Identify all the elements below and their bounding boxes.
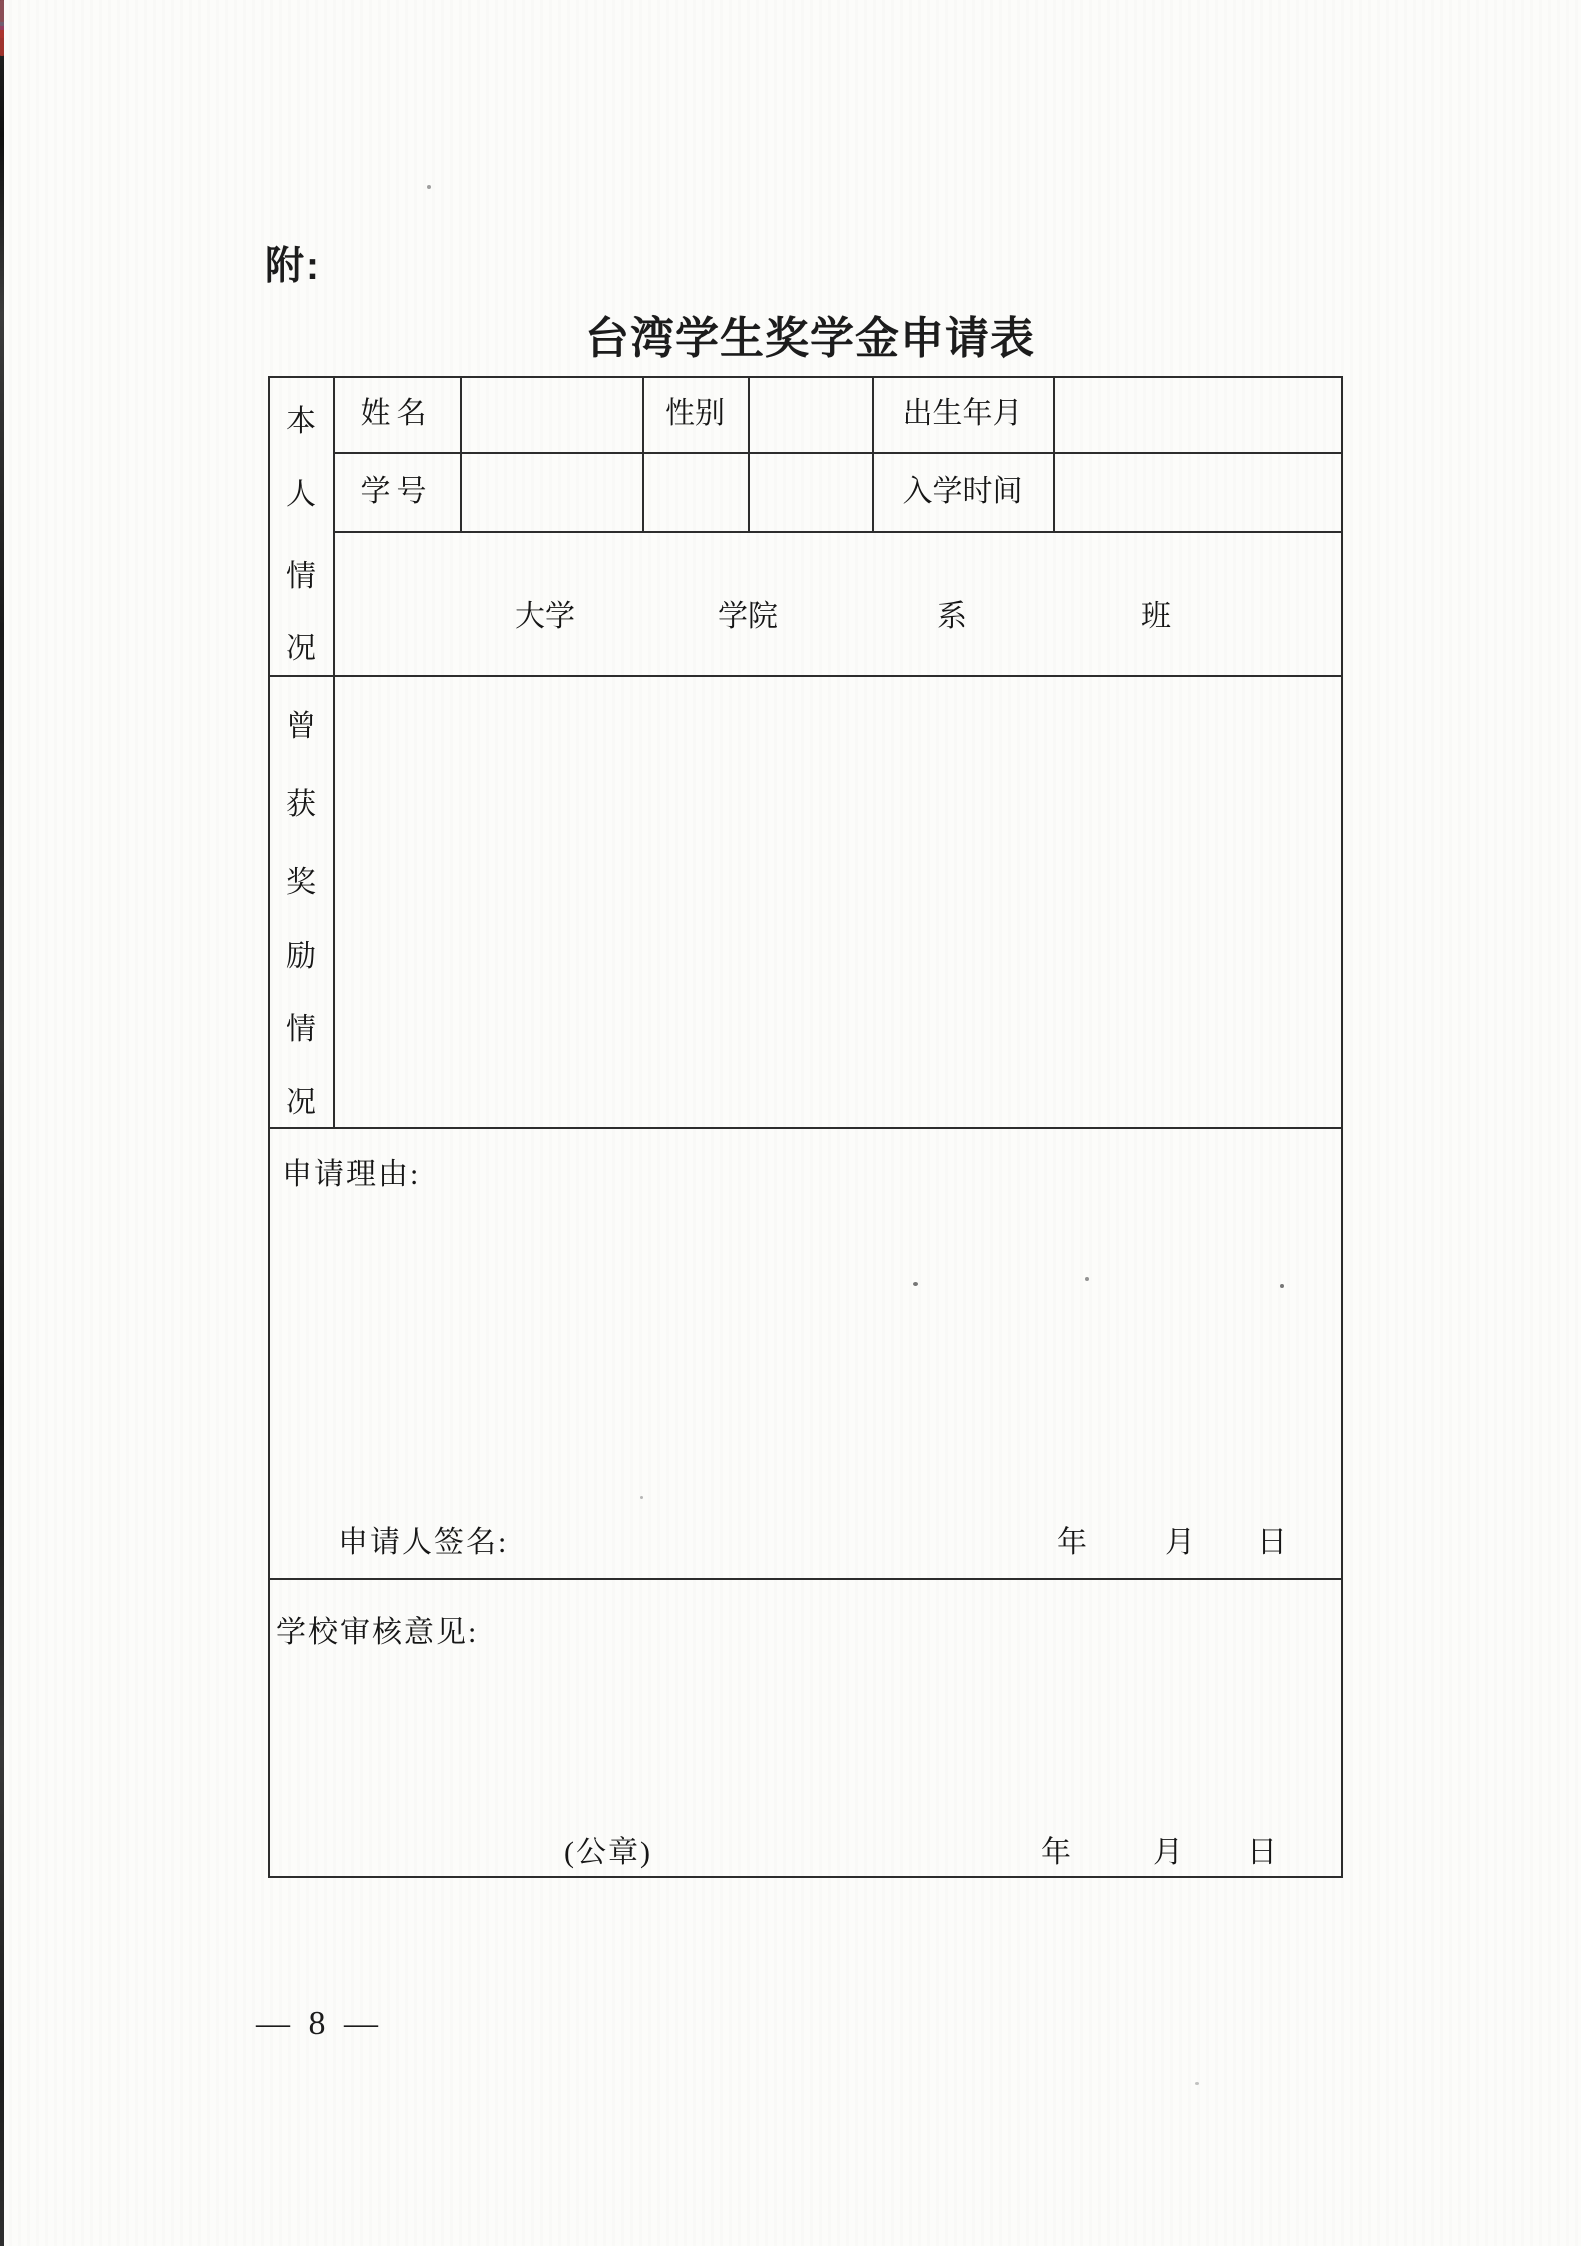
personal-info-header-char: 情 bbox=[286, 560, 316, 593]
applicant-signature-label: 申请人签名: bbox=[338, 1526, 509, 1559]
personal-info-header-char: 人 bbox=[286, 478, 316, 511]
school-review-label: 学校审核意见: bbox=[276, 1616, 479, 1649]
personal-info-header-char: 况 bbox=[286, 632, 316, 665]
table-grid-line bbox=[1341, 376, 1343, 1878]
awards-content-area[interactable] bbox=[335, 677, 1341, 1125]
awards-header-char: 奖 bbox=[286, 866, 316, 899]
birth-date-input-cell[interactable] bbox=[1055, 378, 1341, 452]
student-id-label: 学号 bbox=[360, 475, 433, 508]
university-label: 大学 bbox=[515, 600, 575, 633]
page-number: — 8 — bbox=[256, 2005, 383, 2042]
scan-speck bbox=[1195, 2082, 1199, 2085]
reason-label: 申请理由: bbox=[282, 1158, 421, 1191]
empty-cell[interactable] bbox=[644, 454, 748, 531]
department-label: 系 bbox=[937, 600, 967, 633]
gender-label: 性别 bbox=[665, 397, 725, 430]
awards-header-char: 励 bbox=[286, 940, 316, 973]
awards-header-char: 曾 bbox=[286, 710, 316, 743]
official-seal-label: (公章) bbox=[564, 1836, 652, 1869]
scan-edge-red-mark bbox=[0, 0, 4, 22]
awards-header-char: 情 bbox=[286, 1013, 316, 1046]
awards-header-char: 况 bbox=[286, 1086, 316, 1119]
awards-header-char: 获 bbox=[286, 788, 316, 821]
birth-date-label: 出生年月 bbox=[902, 397, 1023, 430]
scan-edge-artifact bbox=[0, 0, 4, 2246]
signature-day-label: 日 bbox=[1257, 1526, 1287, 1559]
name-label: 姓名 bbox=[360, 397, 433, 430]
signature-year-label: 年 bbox=[1057, 1526, 1087, 1559]
review-year-label: 年 bbox=[1041, 1836, 1071, 1869]
empty-cell[interactable] bbox=[750, 454, 872, 531]
enroll-time-input-cell[interactable] bbox=[1055, 454, 1341, 531]
student-id-input-cell[interactable] bbox=[462, 454, 642, 531]
attachment-label: 附: bbox=[265, 245, 321, 288]
school-placement-input-cell[interactable] bbox=[335, 533, 1341, 675]
scan-speck bbox=[427, 185, 431, 189]
review-content-area[interactable] bbox=[270, 1580, 1341, 1874]
class-label: 班 bbox=[1141, 600, 1171, 633]
page-title: 台湾学生奖学金申请表 bbox=[585, 314, 1035, 363]
name-input-cell[interactable] bbox=[462, 378, 642, 452]
gender-input-cell[interactable] bbox=[750, 378, 872, 452]
personal-info-header-char: 本 bbox=[286, 405, 316, 438]
review-day-label: 日 bbox=[1247, 1836, 1277, 1869]
college-label: 学院 bbox=[718, 600, 778, 633]
enroll-time-label: 入学时间 bbox=[902, 475, 1023, 508]
signature-month-label: 月 bbox=[1165, 1526, 1195, 1559]
reason-content-area[interactable] bbox=[270, 1129, 1341, 1576]
review-month-label: 月 bbox=[1153, 1836, 1183, 1869]
table-grid-line bbox=[268, 1876, 1343, 1878]
application-form-table bbox=[268, 376, 1343, 1878]
